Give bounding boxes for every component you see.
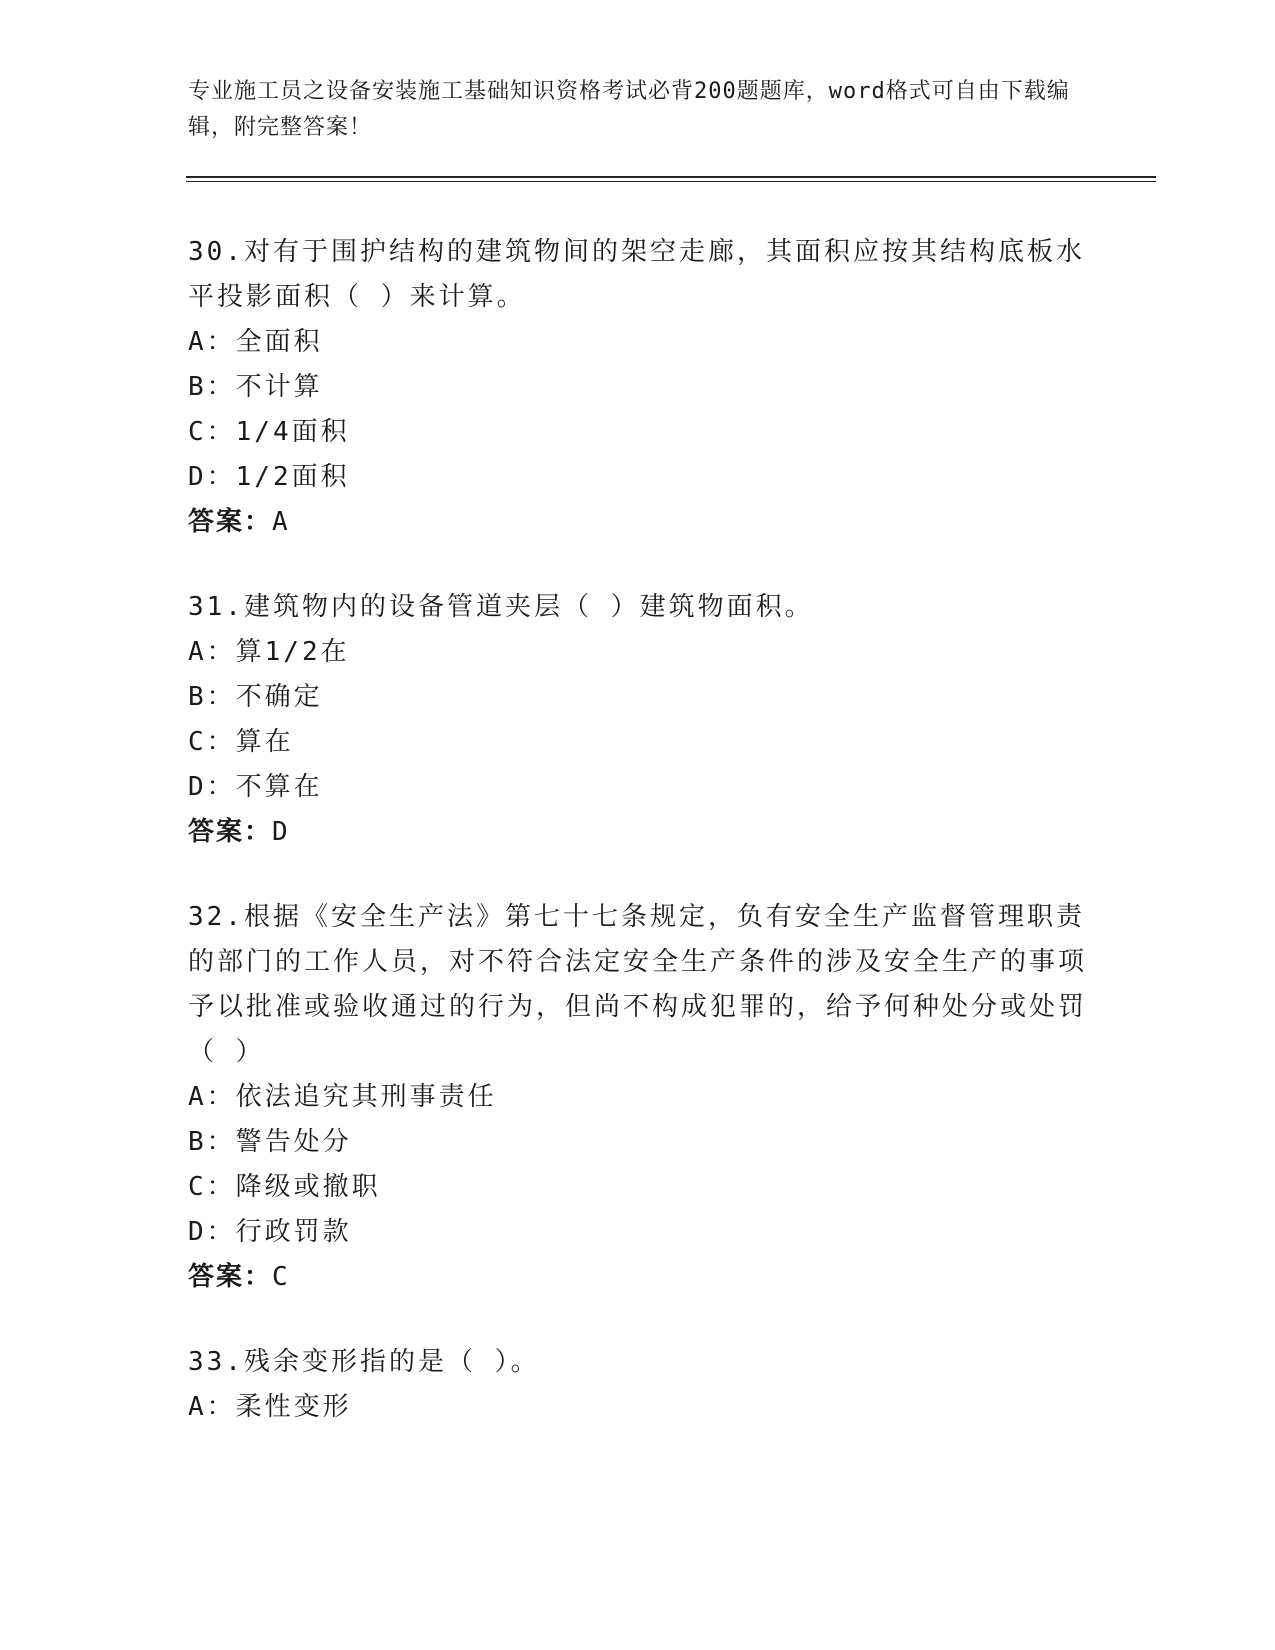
option-b: B：警告处分 <box>188 1127 352 1157</box>
answer-line <box>188 1255 1088 1300</box>
answer-label: 答案： <box>188 1262 273 1292</box>
question-list <box>188 230 1088 1470</box>
question-text: 30.对有于围护结构的建筑物间的架空走廊，其面积应按其结构底板水平投影面积（ ）来计算。 <box>188 237 1085 312</box>
answer-label: 答案： <box>188 507 273 537</box>
answer-line <box>188 500 1088 545</box>
question-text: 33.残余变形指的是（ ）。 <box>188 1347 540 1377</box>
question-31 <box>188 585 1088 855</box>
question-32 <box>188 895 1088 1300</box>
answer-value: C <box>272 1262 290 1292</box>
option-c: C：1/4面积 <box>188 417 350 447</box>
option-b: B：不确定 <box>188 682 323 712</box>
option-c: C：降级或撤职 <box>188 1172 381 1202</box>
option-b: B：不计算 <box>188 372 323 402</box>
option-a: A：依法追究其刑事责任 <box>188 1082 497 1112</box>
answer-label: 答案： <box>188 817 273 847</box>
option-a: A：算1/2在 <box>188 637 350 667</box>
option-d: D：1/2面积 <box>188 462 350 492</box>
question-30 <box>188 230 1088 545</box>
answer-value: D <box>272 817 290 847</box>
header-divider-thin <box>186 181 1156 182</box>
option-a: A：柔性变形 <box>188 1392 352 1422</box>
option-a: A：全面积 <box>188 327 323 357</box>
option-c: C：算在 <box>188 727 294 757</box>
question-text: 32.根据《安全生产法》第七十七条规定，负有安全生产监督管理职责的部门的工作人员，对不符合法定安全生产条件的涉及安全生产的事项予以批准或验收通过的行为，但尚不构成犯罪的，给予何种处分或处罚（ ） <box>188 902 1088 1067</box>
header-divider-thick <box>186 176 1156 178</box>
option-d: D：行政罚款 <box>188 1217 352 1247</box>
answer-value: A <box>272 507 290 537</box>
question-text: 31.建筑物内的设备管道夹层（ ）建筑物面积。 <box>188 592 814 622</box>
option-d: D：不算在 <box>188 772 323 802</box>
question-33 <box>188 1340 1088 1430</box>
document-header-title: 专业施工员之设备安装施工基础知识资格考试必背200题题库，word格式可自由下载编辑，附完整答案！ <box>188 79 1070 140</box>
answer-line <box>188 810 1088 855</box>
